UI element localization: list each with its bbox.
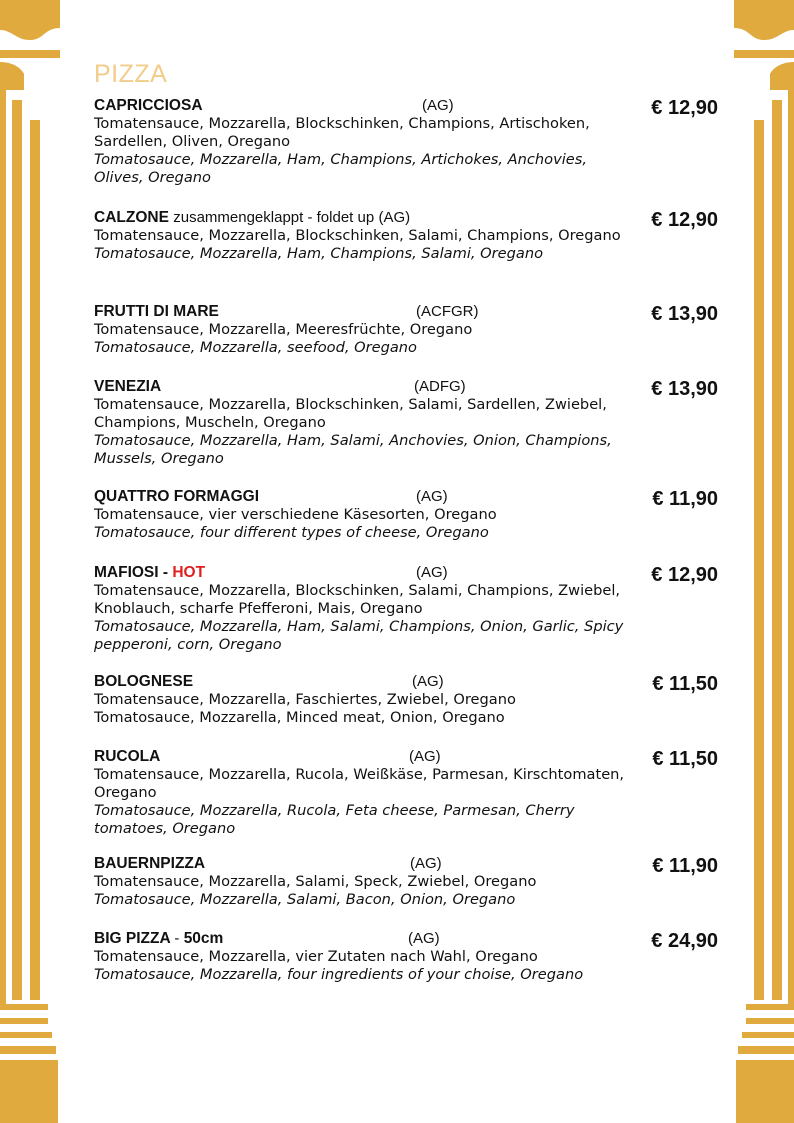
menu-item-big-pizza	[94, 930, 734, 984]
item-description-english: Tomatosauce, Mozzarella, Ham, Salami, Champions, Onion, Garlic, Spicy pepperoni, corn, Oregano	[94, 618, 624, 653]
item-name-note: zusammengeklappt - foldet up	[173, 209, 375, 226]
item-price: € 11,50	[652, 748, 718, 770]
item-allergens: (AG)	[410, 855, 442, 872]
item-description-english: Tomatosauce, Mozzarella, Minced meat, Onion, Oregano	[94, 709, 505, 726]
item-price: € 13,90	[651, 378, 718, 400]
right-pillar-decoration	[734, 0, 794, 1123]
item-allergens: (AG)	[416, 488, 448, 505]
item-allergens: (AG)	[416, 564, 448, 581]
item-description-german: Tomatensauce, Mozzarella, Salami, Speck, Zwiebel, Oregano	[94, 873, 537, 890]
item-description-english: Tomatosauce, Mozzarella, four ingredients of your choise, Oregano	[94, 966, 584, 983]
section-title: PIZZA	[94, 60, 168, 88]
item-price: € 24,90	[651, 930, 718, 952]
item-name	[94, 564, 205, 582]
item-description-english: Tomatosauce, Mozzarella, Ham, Salami, Anchovies, Onion, Champions, Mussels, Oregano	[94, 432, 612, 467]
item-name: VENEZIA	[94, 378, 162, 395]
item-allergens: (AG)	[412, 673, 444, 690]
item-description-german: Tomatensauce, Mozzarella, Faschiertes, Zwiebel, Oregano	[94, 691, 516, 708]
item-description-german: Tomatensauce, vier verschiedene Käsesorten, Oregano	[94, 506, 497, 523]
item-name-main: BIG PIZZA	[94, 930, 171, 947]
item-price: € 11,90	[652, 488, 718, 510]
item-price: € 12,90	[651, 564, 718, 586]
item-description-english: Tomatosauce, Mozzarella, Rucola, Feta cheese, Parmesan, Cherry tomatoes, Oregano	[94, 802, 575, 837]
item-allergens: (AG)	[422, 97, 454, 114]
menu-item-calzone	[94, 209, 734, 263]
menu-item-capricciosa	[94, 97, 734, 187]
item-description-english: Tomatosauce, four different types of cheese, Oregano	[94, 524, 489, 541]
menu-item-rucola	[94, 748, 734, 838]
item-description-german: Tomatensauce, Mozzarella, Rucola, Weißkäse, Parmesan, Kirschtomaten, Oregano	[94, 766, 625, 801]
item-description-english: Tomatosauce, Mozzarella, Salami, Bacon, Onion, Oregano	[94, 891, 516, 908]
item-price: € 12,90	[651, 97, 718, 119]
item-price: € 11,90	[652, 855, 718, 877]
item-allergens: (AG)	[378, 209, 411, 226]
item-name-separator: -	[174, 930, 180, 947]
menu-item-frutti-di-mare	[94, 303, 734, 357]
menu-item-bauernpizza	[94, 855, 734, 909]
menu-item-venezia	[94, 378, 734, 468]
item-name: FRUTTI DI MARE	[94, 303, 219, 320]
item-description-english: Tomatosauce, Mozzarella, Ham, Champions, Salami, Oregano	[94, 245, 544, 262]
item-name	[94, 209, 410, 227]
item-name	[94, 930, 223, 948]
hot-label: HOT	[172, 564, 206, 581]
item-name-main: MAFIOSI -	[94, 564, 173, 581]
item-name: QUATTRO FORMAGGI	[94, 488, 260, 505]
item-price: € 12,90	[651, 209, 718, 231]
menu-item-quattro-formaggi	[94, 488, 734, 542]
item-description-german: Tomatensauce, Mozzarella, Blockschinken, Salami, Champions, Oregano	[94, 227, 621, 244]
item-description-english: Tomatosauce, Mozzarella, seefood, Oregano	[94, 339, 417, 356]
item-name: BAUERNPIZZA	[94, 855, 206, 872]
item-size: 50cm	[183, 930, 224, 947]
item-description-german: Tomatensauce, Mozzarella, vier Zutaten nach Wahl, Oregano	[94, 948, 538, 965]
item-name-main: CALZONE	[94, 209, 169, 226]
item-allergens: (ACFGR)	[416, 303, 479, 320]
item-allergens: (AG)	[409, 748, 441, 765]
menu-item-bolognese	[94, 673, 734, 727]
item-name: BOLOGNESE	[94, 673, 194, 690]
item-price: € 11,50	[652, 673, 718, 695]
item-description-english: Tomatosauce, Mozzarella, Ham, Champions, Artichokes, Anchovies, Olives, Oregano	[94, 151, 588, 186]
menu-item-mafiosi	[94, 564, 734, 654]
item-name: RUCOLA	[94, 748, 161, 765]
item-description-german: Tomatensauce, Mozzarella, Blockschinken, Salami, Sardellen, Zwiebel, Champions, Muscheln, Oregano	[94, 396, 607, 431]
item-allergens: (ADFG)	[414, 378, 466, 395]
item-description-german: Tomatensauce, Mozzarella, Blockschinken, Champions, Artischoken, Sardellen, Oliven, Oregano	[94, 115, 590, 150]
item-price: € 13,90	[651, 303, 718, 325]
item-description-german: Tomatensauce, Mozzarella, Blockschinken, Salami, Champions, Zwiebel, Knoblauch, scharfe Pfefferoni, Mais, Oregano	[94, 582, 621, 617]
left-pillar-decoration	[0, 0, 60, 1123]
item-description-german: Tomatensauce, Mozzarella, Meeresfrüchte, Oregano	[94, 321, 473, 338]
item-allergens: (AG)	[408, 930, 440, 947]
item-name: CAPRICCIOSA	[94, 97, 203, 114]
